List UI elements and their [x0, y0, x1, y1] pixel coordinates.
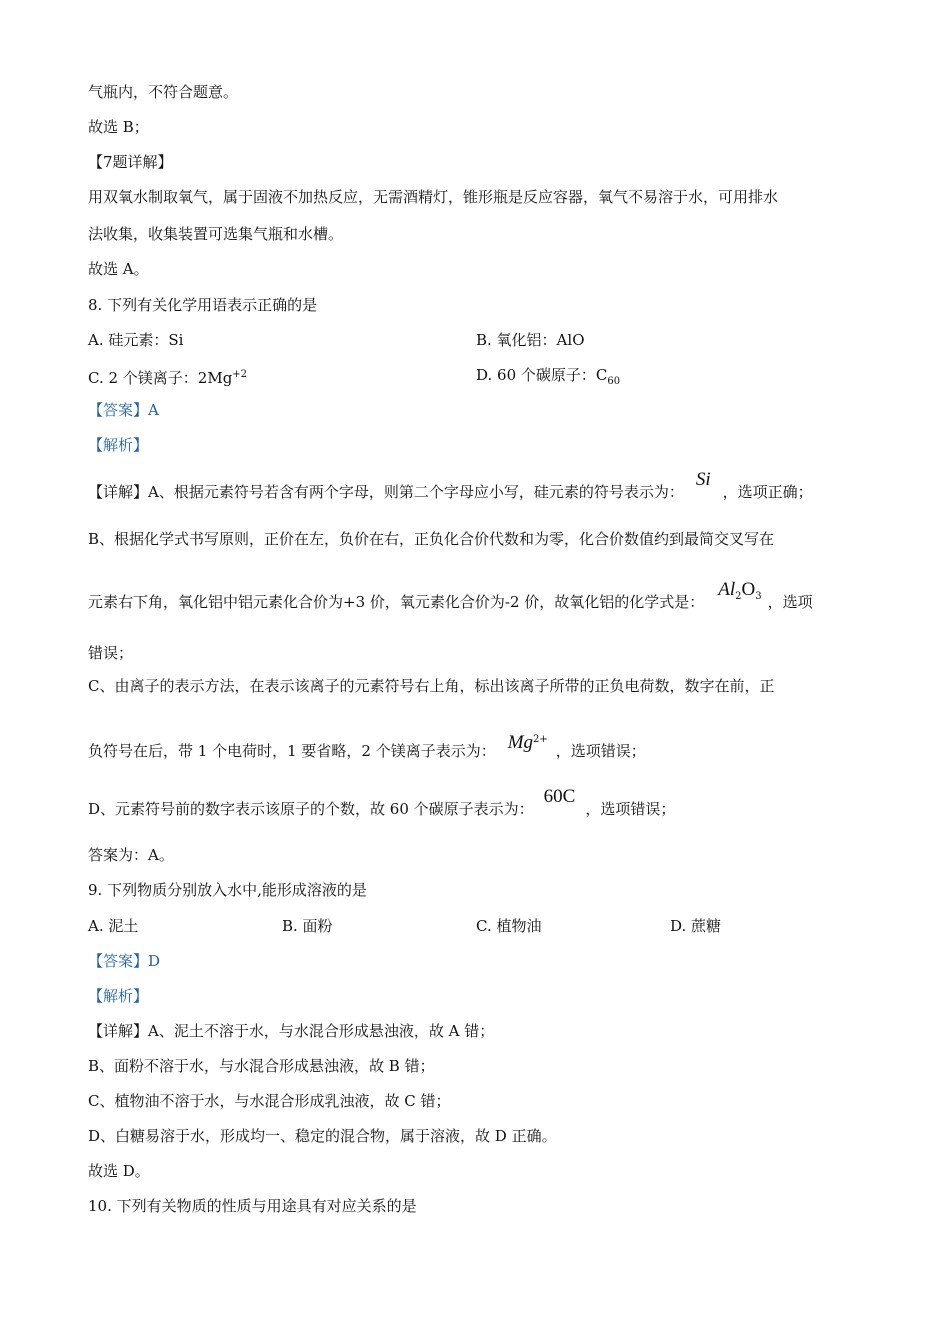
q8-detail-b2-tail: ，选项	[767, 593, 813, 611]
formula-o-sub: 3	[755, 591, 762, 602]
q8-conclusion: 答案为：A。	[88, 846, 174, 864]
text-line: 故选 B；	[88, 118, 149, 136]
q8-detail-c1: C、由离子的表示方法，在表示该离子的元素符号右上角，标出该离子所带的正负电荷数，数字在前，正	[88, 677, 775, 695]
q8-detail-b2	[88, 579, 813, 619]
q8-detail-d-text: D、元素符号前的数字表示该原子的个数，故 60 个碳原子表示为：	[88, 800, 534, 818]
question-9-stem: 9. 下列物质分别放入水中,能形成溶液的是	[88, 881, 367, 899]
q9-option-c: C. 植物油	[476, 917, 542, 935]
q9-option-a: A. 泥土	[88, 917, 139, 935]
q8-option-c-text: C. 2 个镁离子：2Mg	[88, 369, 233, 387]
formula-al-sub: 2	[735, 591, 742, 602]
formula-mg2plus	[508, 734, 548, 752]
formula-si: Si	[695, 469, 711, 490]
q8-detail-b3: 错误；	[88, 644, 134, 662]
question-8-stem: 8. 下列有关化学用语表示正确的是	[88, 296, 318, 314]
q8-detail-b2-text: 元素右下角，氧化铝中铝元素化合价为+3 价，氧元素化合价为-2 价，故氧化铝的化学式是：	[88, 593, 705, 611]
q8-detail-c2-text: 负符号在后，带 1 个电荷时，1 要省略，2 个镁离子表示为：	[88, 742, 496, 760]
q8-option-a: A. 硅元素：Si	[88, 331, 184, 349]
q8-detail-a-text: 【详解】A、根据元素符号若含有两个字母，则第二个字母应小写，硅元素的符号表示为：	[88, 483, 684, 501]
q8-detail-b1: B、根据化学式书写原则，正价在左，负价在右，正负化合价代数和为零，化合价数值约到最简交叉写在	[88, 530, 775, 548]
q9-detail-d: D、白糖易溶于水，形成均一、稳定的混合物，属于溶液，故 D 正确。	[88, 1127, 557, 1145]
formula-al: Al	[718, 579, 736, 600]
q8-detail-a-tail: ，选项正确；	[722, 483, 813, 501]
q8-analysis-label: 【解析】	[88, 436, 149, 454]
formula-al2o3	[718, 579, 762, 602]
q8-answer: 【答案】A	[88, 401, 159, 419]
formula-mg: Mg	[507, 732, 534, 753]
formula-o: O	[741, 579, 756, 600]
q9-detail-c: C、植物油不溶于水，与水混合形成乳浊液，故 C 错；	[88, 1092, 451, 1110]
q8-option-d-sub: 60	[607, 376, 621, 387]
q8-detail-a	[88, 469, 813, 502]
formula-60c: 60C	[543, 786, 576, 807]
q9-answer: 【答案】D	[88, 952, 161, 970]
q8-option-c-sup: +2	[232, 369, 248, 380]
q9-analysis-label: 【解析】	[88, 987, 149, 1005]
q8-option-d-text: D. 60 个碳原子：C	[476, 366, 608, 384]
text-line: 气瓶内，不符合题意。	[88, 83, 239, 101]
q9-option-d: D. 蔗糖	[670, 917, 722, 935]
q8-option-c	[88, 365, 247, 388]
q8-detail-d	[88, 786, 676, 819]
q8-detail-c2	[88, 732, 646, 761]
section-heading: 【7题详解】	[88, 153, 173, 171]
text-line: 法收集，收集装置可选集气瓶和水槽。	[88, 225, 344, 243]
q9-detail-b: B、面粉不溶于水，与水混合形成悬浊液，故 B 错；	[88, 1057, 435, 1075]
q8-option-d	[476, 365, 620, 392]
text-line: 用双氧水制取氧气，属于固液不加热反应，无需酒精灯，锥形瓶是反应容器，氧气不易溶于水，可用排水	[88, 188, 779, 206]
q9-detail-a: 【详解】A、泥土不溶于水，与水混合形成悬浊液，故 A 错；	[88, 1022, 495, 1040]
q9-conclusion: 故选 D。	[88, 1162, 150, 1180]
q8-detail-d-tail: ，选项错误；	[585, 800, 676, 818]
question-10-stem: 10. 下列有关物质的性质与用途具有对应关系的是	[88, 1197, 417, 1215]
q9-option-b: B. 面粉	[282, 917, 333, 935]
q8-detail-c2-tail: ，选项错误；	[555, 742, 646, 760]
q8-option-b: B. 氧化铝：AlO	[476, 331, 585, 349]
formula-mg-sup: 2+	[533, 734, 548, 745]
text-line: 故选 A。	[88, 260, 149, 278]
